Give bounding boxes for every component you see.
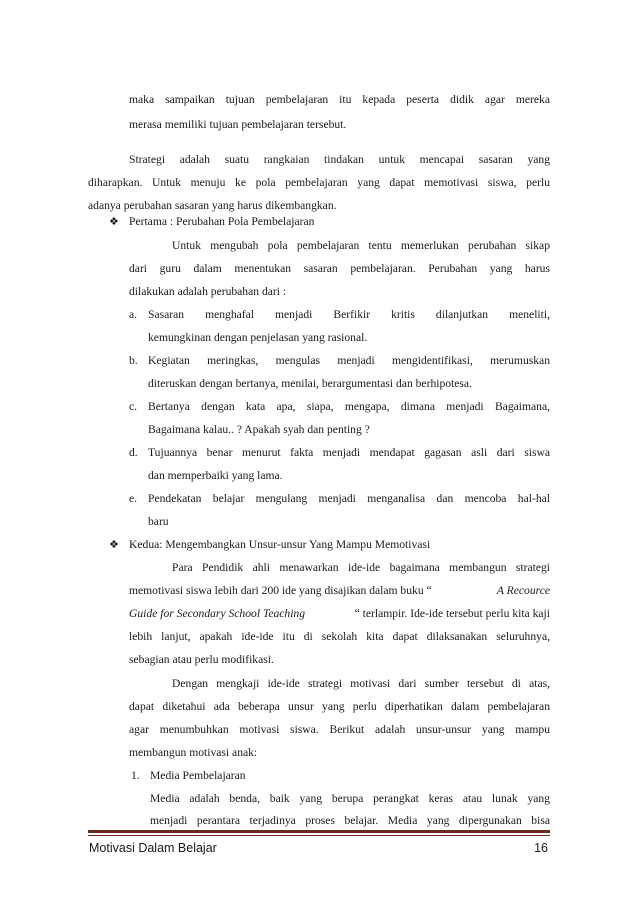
paragraph-line: merasa memiliki tujuan pembelajaran tersebut. <box>129 118 347 131</box>
paragraph-line <box>129 606 550 622</box>
list-item-line: Sasaran menghafal menjadi Berfikir kritis dilanjutkan meneliti, <box>148 308 550 321</box>
list-item-line: baru <box>148 515 169 528</box>
list-item-title: Media Pembelajaran <box>150 769 246 782</box>
paragraph-line: Dengan mengkaji ide-ide strategi motivasi dari sumber tersebut di atas, <box>172 677 550 690</box>
diamond-bullet-icon: ❖ <box>109 538 119 551</box>
paragraph-line: menjadi perantara terjadinya proses belajar. Media yang dipergunakan bisa <box>150 814 550 827</box>
list-marker: d. <box>129 446 138 459</box>
list-item-line: diteruskan dengan bertanya, menilai, berargumentasi dan berhipotesa. <box>148 377 472 390</box>
list-item-line: Bertanya dengan kata apa, siapa, mengapa, dimana menjadi Bagaimana, <box>148 400 550 413</box>
list-item-line: Tujuannya benar menurut fakta menjadi mendapat gagasan asli dari siswa <box>148 446 550 459</box>
footer-rule <box>88 835 550 836</box>
section-heading: Pertama : Perubahan Pola Pembelajaran <box>129 215 315 228</box>
list-marker: a. <box>129 308 138 321</box>
list-item-line: Pendekatan belajar mengulang menjadi menganalisa dan mencoba hal-hal <box>148 492 550 505</box>
paragraph-line: Strategi adalah suatu rangkaian tindakan untuk mencapai sasaran yang <box>129 153 550 166</box>
list-marker: b. <box>129 354 138 367</box>
paragraph-line: diharapkan. Untuk menuju ke pola pembelajaran yang dapat memotivasi siswa, perlu <box>88 176 550 189</box>
paragraph-line: Media adalah benda, baik yang berupa perangkat keras atau lunak yang <box>150 792 550 805</box>
paragraph-line: Para Pendidik ahli menawarkan ide-ide bagaimana membangun strategi <box>172 561 550 574</box>
list-marker: e. <box>129 492 138 505</box>
list-item-line: Bagaimana kalau.. ? Apakah syah dan penting ? <box>148 423 370 436</box>
text-run: memotivasi siswa lebih dari 200 ide yang disajikan dalam buku “ <box>129 584 432 597</box>
paragraph-line: membangun motivasi anak: <box>129 746 258 759</box>
book-title-italic: A Recource <box>496 584 550 597</box>
paragraph-line: adanya perubahan sasaran yang harus dikembangkan. <box>88 199 337 212</box>
text-run: “ terlampir. Ide-ide tersebut perlu kita kaji <box>354 607 550 620</box>
list-item-line: dan memperbaiki yang lama. <box>148 469 283 482</box>
paragraph-line: dapat diketahui ada beberapa unsur yang perlu diperhatikan dalam pembelajaran <box>129 700 550 713</box>
book-title-italic: Guide for Secondary School Teaching <box>129 607 306 620</box>
page-number: 16 <box>534 841 548 855</box>
paragraph-line: Untuk mengubah pola pembelajaran tentu memerlukan perubahan sikap <box>172 239 550 252</box>
list-marker: c. <box>129 400 138 413</box>
list-marker: 1. <box>131 769 140 782</box>
paragraph-line: agar menumbuhkan motivasi siswa. Berikut adalah unsur-unsur yang mampu <box>129 723 550 736</box>
paragraph-line: lebih lanjut, apakah ide-ide itu di sekolah kita dapat dilaksanakan seluruhnya, <box>129 630 550 643</box>
paragraph-line: maka sampaikan tujuan pembelajaran itu kepada peserta didik agar mereka <box>129 93 550 106</box>
paragraph-line: sebagian atau perlu modifikasi. <box>129 653 274 666</box>
diamond-bullet-icon: ❖ <box>109 215 119 228</box>
section-heading: Kedua: Mengembangkan Unsur-unsur Yang Mampu Memotivasi <box>129 538 431 551</box>
paragraph-line <box>129 583 550 599</box>
list-item-line: kemungkinan dengan penjelasan yang rasional. <box>148 331 368 344</box>
footer-title: Motivasi Dalam Belajar <box>89 841 217 855</box>
paragraph-line: dilakukan adalah perubahan dari : <box>129 285 287 298</box>
footer-rule <box>88 830 550 833</box>
list-item-line: Kegiatan meringkas, mengulas menjadi mengidentifikasi, merumuskan <box>148 354 550 367</box>
paragraph-line: dari guru dalam menentukan sasaran pembelajaran. Perubahan yang harus <box>129 262 550 275</box>
